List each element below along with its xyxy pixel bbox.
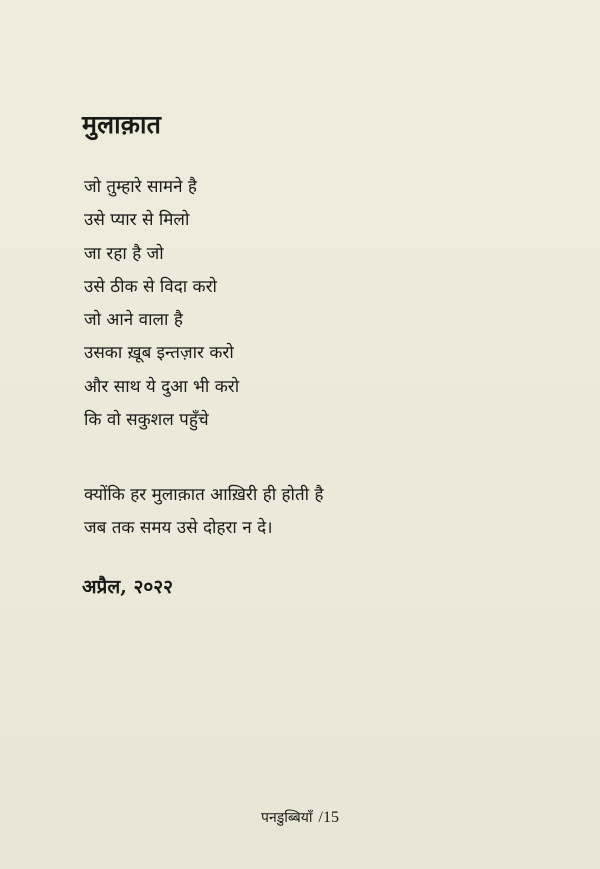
poem-line: उसे ठीक से विदा करो xyxy=(84,276,217,297)
poem-line: उसका ख़ूब इन्तज़ार करो xyxy=(84,343,234,364)
poem-line: जो आने वाला है xyxy=(84,310,183,331)
poem-line: क्योंकि हर मुलाक़ात आख़िरी ही होती है xyxy=(84,485,324,505)
poem-line: जो तुम्हारे सामने है xyxy=(84,177,197,197)
poem-line: उसे प्यार से मिलो xyxy=(84,210,190,231)
poem-line: कि वो सकुशल पहुँचे xyxy=(84,410,209,431)
poem-line: जा रहा है जो xyxy=(84,243,164,264)
poem-title: मुलाक़ात xyxy=(82,110,162,139)
page-number: /15 xyxy=(318,809,339,826)
poem-line: जब तक समय उसे दोहरा न दे। xyxy=(84,518,273,539)
book-title: पनडुब्बियाँ xyxy=(261,810,313,826)
poem-stanza-2 xyxy=(84,479,323,546)
poem-line: और साथ ये दुआ भी करो xyxy=(84,376,240,397)
poem-date: अप्रैल, २०२२ xyxy=(82,576,173,598)
poem-stanza-1 xyxy=(84,171,239,437)
page-footer xyxy=(0,808,600,828)
